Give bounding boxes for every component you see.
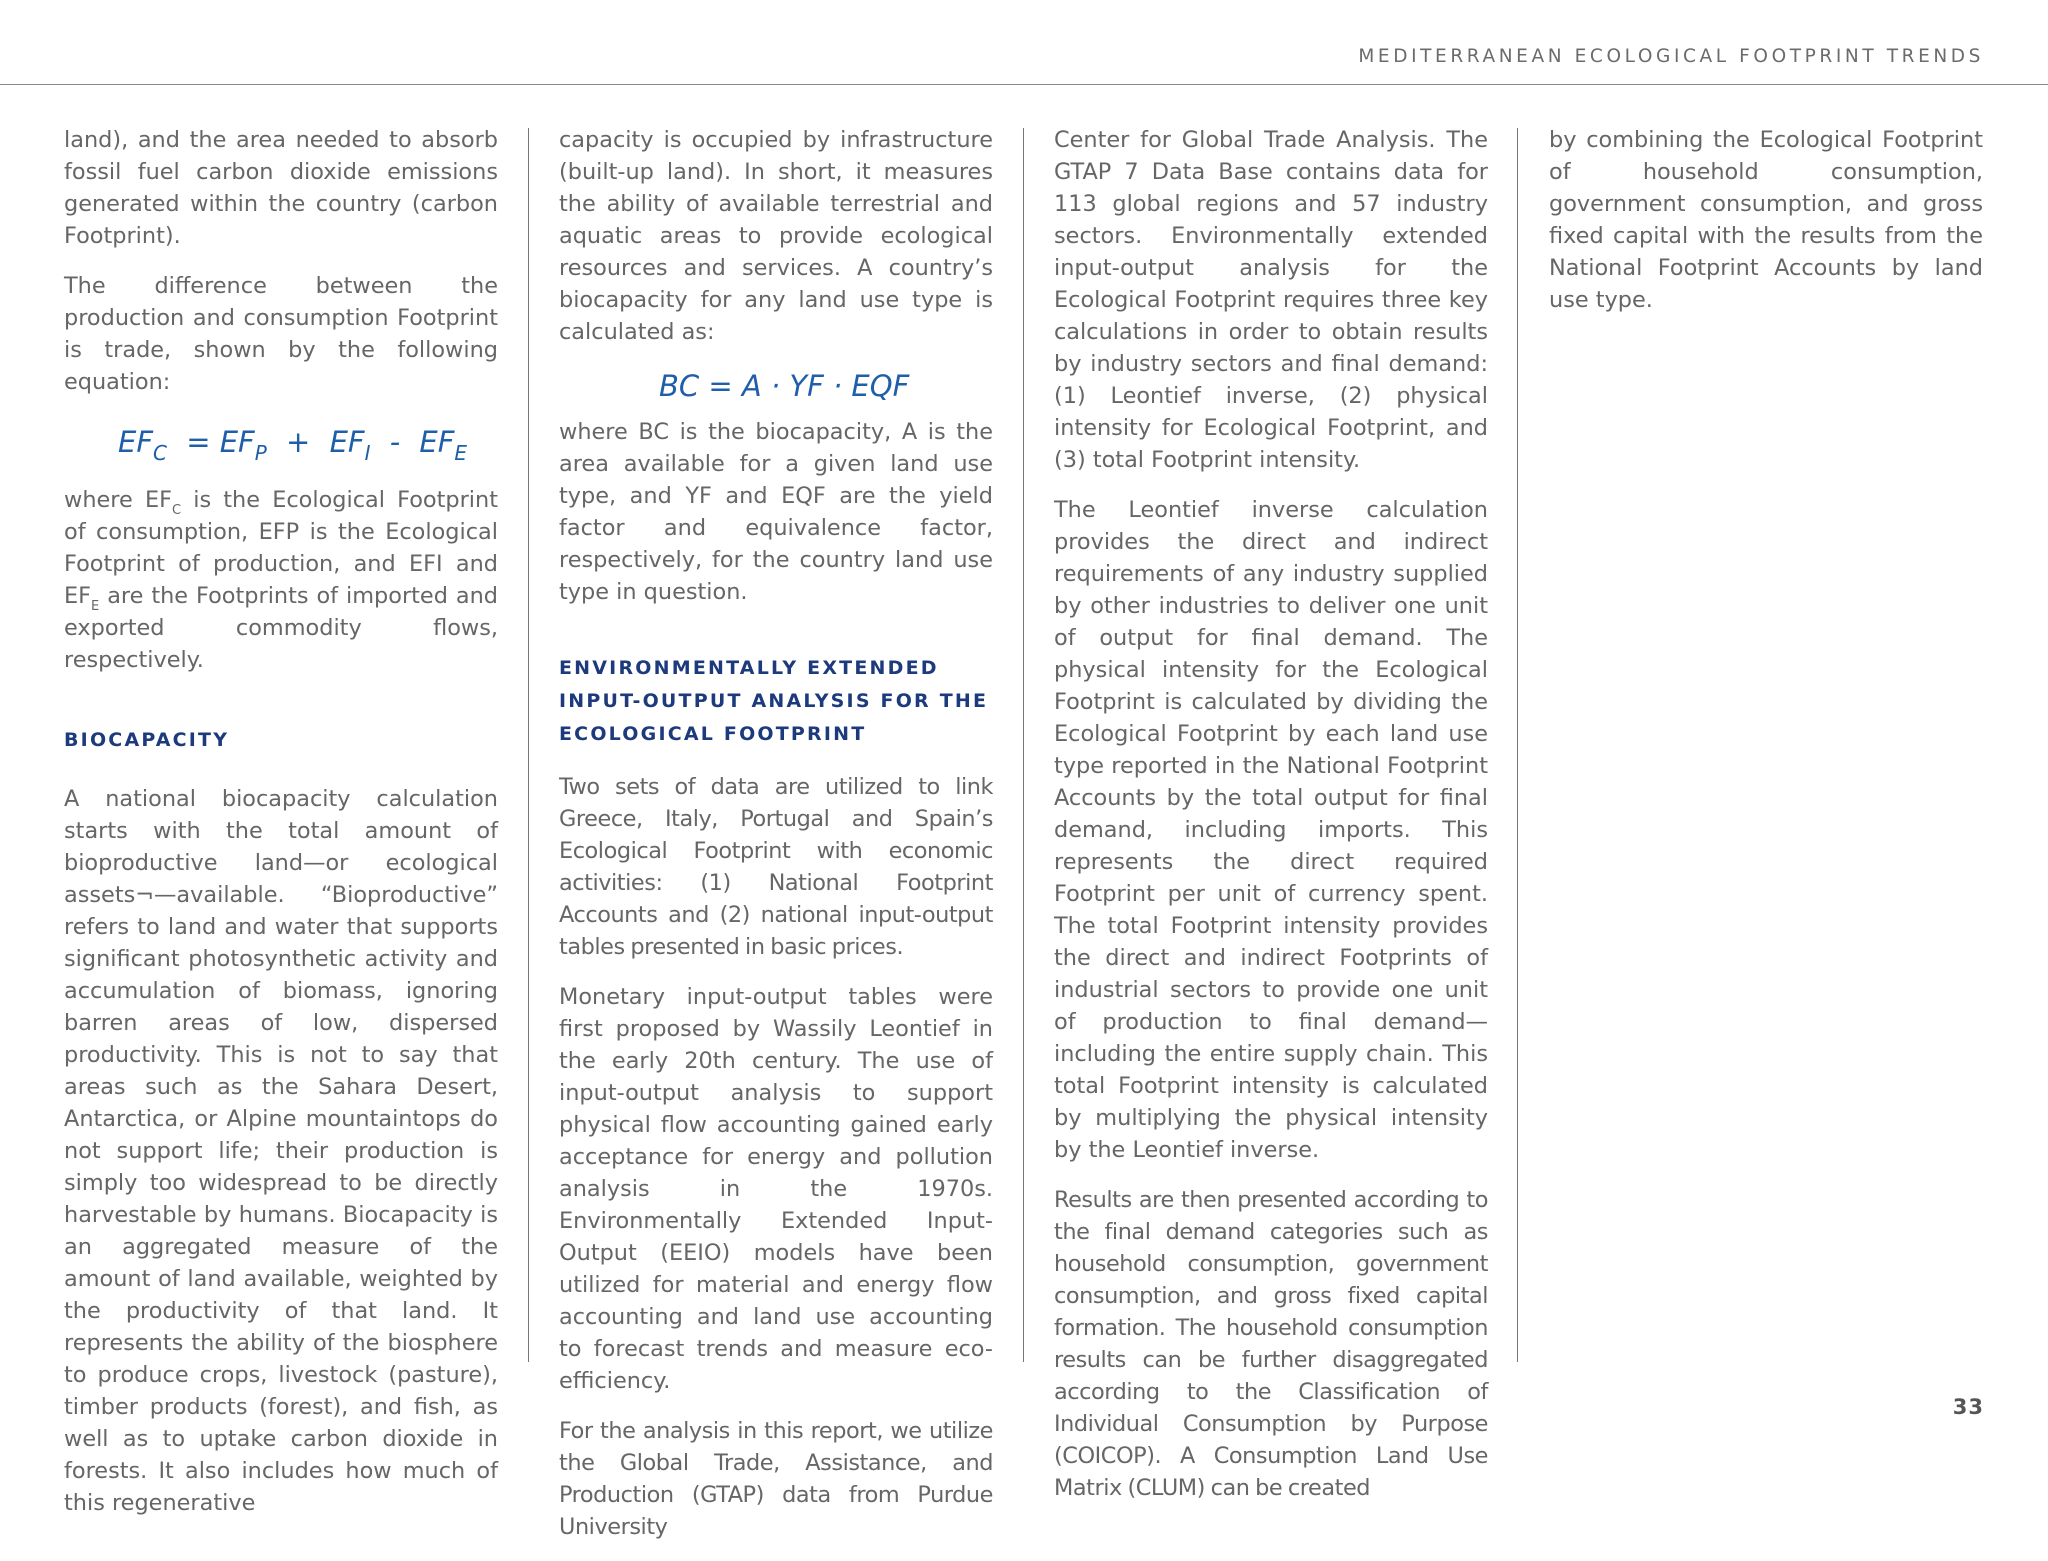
eq-term-efi: $EF_I$ (329, 425, 371, 465)
paragraph-results: Results are then presented according to the final demand categories such as household consumption, government consumption, and gross fixed capital formation. The household consumption results can be further disaggregated according to the Classification of Individual Consumption by Purpose (COICOP). A Consumption Land Use Matrix (CLUM) can be created (1054, 1187, 1488, 1501)
text-column-4 (1549, 124, 1983, 334)
section-heading-biocapacity: BIOCAPACITY (64, 729, 230, 751)
eq-term-efp: $EF_P$ (219, 425, 267, 465)
paragraph-infrastructure: capacity is occupied by infrastructure (built-up land). In short, it measures the ability of available terrestrial and aquatic areas to provide ecological resources and services. A country’s biocapacity for any land use type is calculated as: (559, 127, 993, 345)
paragraph-equation-definitions: where $EF_C$ is the Ecological Footprint of consumption, EFP is the Ecological Footprint of production, and EFI and $EF_E$ are the Footprints of imported and exported commodity flows, respectively. (64, 487, 498, 673)
paragraph-clum: by combining the Ecological Footprint of household consumption, government consumption, and gross fixed capital with the results from the National Footprint Accounts by land use type. (1549, 127, 1983, 313)
text-column-3 (1054, 124, 1488, 1522)
eq-term-efc: $EF_C$ (118, 425, 167, 465)
paragraph-trade-difference: The difference between the production and consumption Footprint is trade, shown by the following equation: (64, 273, 498, 395)
running-header: MEDITERRANEAN ECOLOGICAL FOOTPRINT TRENDS (1358, 46, 1984, 67)
eq-equals: = (186, 425, 211, 459)
eq-term-efe: $EF_E$ (419, 425, 468, 465)
text-column-1 (64, 124, 498, 1537)
eq-plus: + (286, 425, 311, 459)
header-rule (0, 84, 2048, 85)
page-number: 33 (1952, 1395, 1984, 1419)
paragraph-gtap: For the analysis in this report, we utilize the Global Trade, Assistance, and Production (GTAP) data from Purdue University (559, 1418, 993, 1540)
column-divider-1 (528, 128, 529, 1362)
text-column-2 (559, 124, 993, 1561)
paragraph-gtap-database: Center for Global Trade Analysis. The GTAP 7 Data Base contains data for 113 global regions and 57 industry sectors. Environmentally extended input-output analysis for the Ecological Footprint requires three key calculations in order to obtain results by industry sectors and final demand: (1) Leontief inverse, (2) physical intensity for Ecological Footprint, and (3) total Footprint intensity. (1054, 127, 1488, 473)
equation-biocapacity: BC = A · YF · EQF (659, 369, 910, 403)
paragraph-leontief: The Leontief inverse calculation provides the direct and indirect requirements of any industry supplied by other industries to deliver one unit of output for final demand. The physical intensity for the Ecological Footprint is calculated by dividing the Ecological Footprint by each land use type reported in the National Footprint Accounts by the total output for final demand, including imports. This represents the direct required Footprint per unit of currency spent. The total Footprint intensity provides the direct and indirect Footprints of industrial sectors to provide one unit of production to final demand—including the entire supply chain. This total Footprint intensity is calculated by multiplying the physical intensity by the Leontief inverse. (1054, 497, 1488, 1163)
paragraph-carbon-footprint: land), and the area needed to absorb fossil fuel carbon dioxide emissions generated within the country (carbon Footprint). (64, 127, 498, 249)
paragraph-data-sets: Two sets of data are utilized to link Greece, Italy, Portugal and Spain’s Ecological Footprint with economic activities: (1) National Footprint Accounts and (2) national input-output tables presented in basic prices. (559, 774, 993, 960)
paragraph-biocapacity: A national biocapacity calculation starts with the total amount of bioproductive land—or ecological assets¬—available. “Bioproductive” refers to land and water that supports significant photosynthetic activity and accumulation of biomass, ignoring barren areas of low, dispersed productivity. This is not to say that areas such as the Sahara Desert, Antarctica, or Alpine mountaintops do not support life; their production is simply too widespread to be directly harvestable by humans. Biocapacity is an aggregated measure of the amount of land available, weighted by the productivity of that land. It represents the ability of the biosphere to produce crops, livestock (pasture), timber products (forest), and fish, as well as to uptake carbon dioxide in forests. It also includes how much of this regenerative (64, 786, 498, 1516)
column-divider-3 (1517, 128, 1518, 1362)
paragraph-monetary-io: Monetary input-output tables were first proposed by Wassily Leontief in the early 20th century. The use of input-output analysis to support physical flow accounting gained early acceptance for energy and pollution analysis in the 1970s. Environmentally Extended Input-Output (EEIO) models have been utilized for material and energy flow accounting and land use accounting to forecast trends and measure eco-efficiency. (559, 984, 993, 1394)
eq-minus: - (389, 425, 401, 459)
equation-ef-consumption (118, 422, 498, 465)
section-heading-eeio: ENVIRONMENTALLY EXTENDED INPUT-OUTPUT ANALYSIS FOR THE ECOLOGICAL FOOTPRINT (559, 657, 989, 745)
paragraph-biocapacity-definitions: where BC is the biocapacity, A is the area available for a given land use type, and YF and EQF are the yield factor and equivalence factor, respectively, for the country land use type in question. (559, 419, 993, 605)
column-divider-2 (1023, 128, 1024, 1362)
